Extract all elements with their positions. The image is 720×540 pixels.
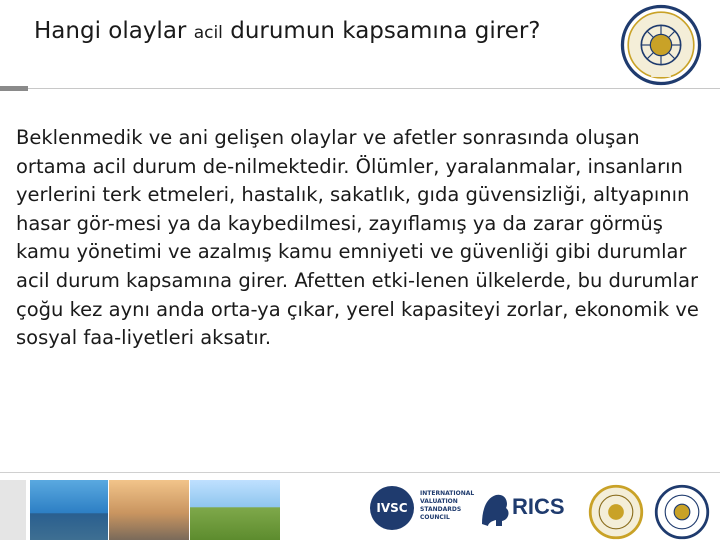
title-part2: durumun kapsamına girer? <box>222 18 541 44</box>
divider-line <box>28 88 720 89</box>
footer-banner <box>0 472 720 540</box>
rics-label: RICS <box>512 494 565 519</box>
ivsc-label: IVSC <box>376 501 408 515</box>
title-divider <box>0 86 720 91</box>
ivsc-logo-icon <box>370 486 414 530</box>
towers-photo <box>109 480 189 540</box>
skyline-photo <box>30 480 108 540</box>
partner-logos <box>370 480 720 540</box>
ankara-university-seal-icon <box>620 4 702 86</box>
title-small-word: acil <box>193 23 223 43</box>
field-photo <box>190 480 280 540</box>
body-paragraph: Beklenmedik ve ani gelişen olaylar ve afetler sonrasında oluşan ortama acil durum de-nilmektedir. Ölümler, yaralanmalar, insanların yerlerini terk etmeleri, hastalık, sakatlık, gıda güvensizliği, altyapının hasar gör-mesi ya da kaybedilmesi, zayıflamış ya da zarar görmüş kamu yönetimi ve azalmış kamu emniyeti ve güvenliği gibi durumlar acil durum kapsamına girer. Afetten etki-lenen ülkelerde, bu durumlar çoğu kez aynı anda orta-ya çıkar, yerel kapasiteyi zorlar, ekonomik ve sosyal faa-liyetleri aksatır. <box>16 126 699 350</box>
title-part1: Hangi olaylar <box>34 18 194 44</box>
divider-stub <box>0 86 28 91</box>
slide-title <box>34 18 614 44</box>
rics-lion-icon <box>478 490 512 528</box>
ankara-university-seal-icon <box>654 484 710 540</box>
ivsc-text: INTERNATIONAL VALUATION STANDARDS COUNCIL <box>420 490 475 521</box>
ankara-university-seal-icon <box>588 484 644 540</box>
footer-left-strip <box>0 480 26 540</box>
footer-rule <box>0 472 720 473</box>
